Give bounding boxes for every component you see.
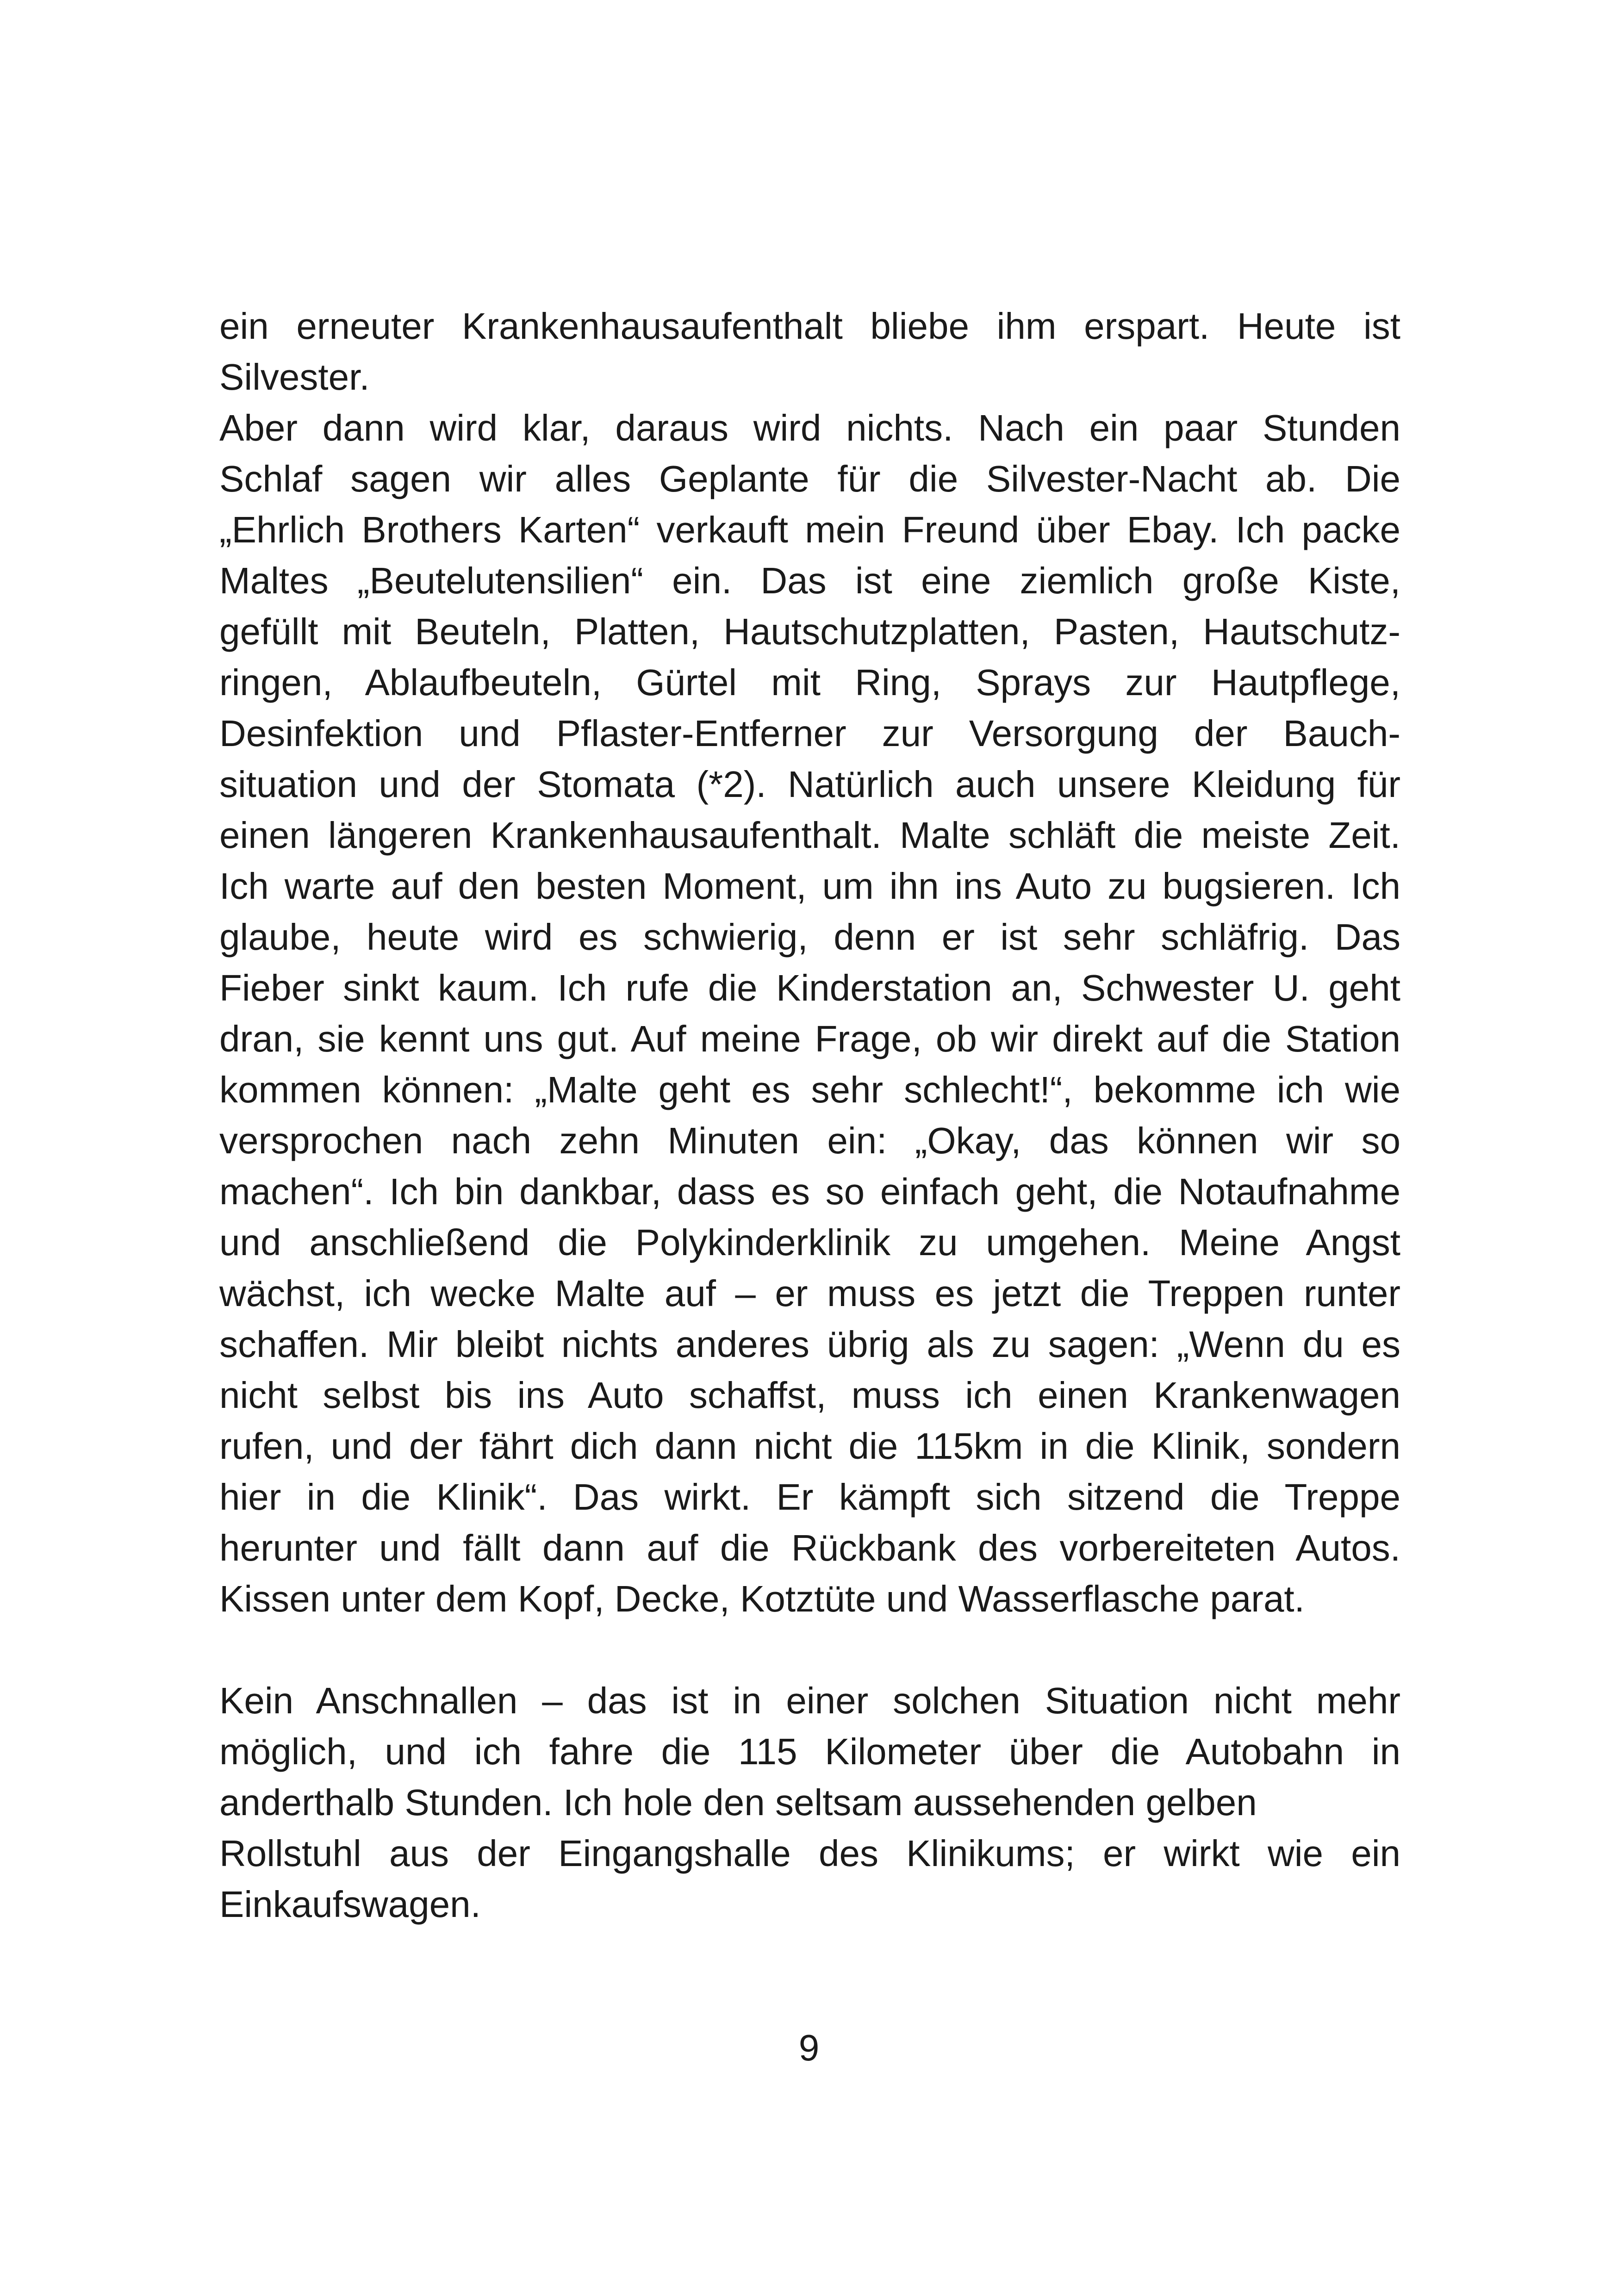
paragraph-gap [219,1624,1400,1675]
text-line: situation und der Stomata (*2). Natürlich auch unsere Kleidung für [219,764,1400,805]
text-line: wächst, ich wecke Malte auf – er muss es jetzt die Treppen runter [219,1273,1400,1314]
text-line: schaffen. Mir bleibt nichts anderes übrig als zu sagen: „Wenn du es [219,1324,1400,1365]
text-line: kommen können: „Malte geht es sehr schlecht!“, bekomme ich wie [219,1069,1400,1110]
text-line: und anschließend die Polykinderklinik zu umgehen. Meine Angst [219,1222,1400,1263]
text-line: hier in die Klinik“. Das wirkt. Er kämpft sich sitzend die Treppe [219,1476,1400,1518]
text-line: Einkaufswagen. [219,1884,481,1925]
page-number: 9 [798,2027,820,2068]
text-line: „Ehrlich Brothers Karten“ verkauft mein Freund über Ebay. Ich packe [219,509,1400,550]
text-line: möglich, und ich fahre die 115 Kilometer über die Autobahn in [219,1731,1400,1772]
text-line: einen längeren Krankenhausaufenthalt. Malte schläft die meiste Zeit. [219,815,1400,856]
text-line: anderthalb Stunden. Ich hole den seltsam aussehenden gelben [219,1782,1257,1823]
text-line: glaube, heute wird es schwierig, denn er ist sehr schläfrig. Das [219,916,1400,958]
text-line: Rollstuhl aus der Eingangshalle des Klinikums; er wirkt wie ein [219,1833,1400,1874]
text-line: Ich warte auf den besten Moment, um ihn ins Auto zu bugsieren. Ich [219,865,1400,907]
text-line: Silvester. [219,356,370,398]
text-line: herunter und fällt dann auf die Rückbank des vorbereiteten Autos. [219,1527,1400,1568]
text-line: machen“. Ich bin dankbar, dass es so einfach geht, die Notaufnahme [219,1171,1400,1212]
text-line: Schlaf sagen wir alles Geplante für die Silvester-Nacht ab. Die [219,458,1400,499]
text-line: Kein Anschnallen – das ist in einer solchen Situation nicht mehr [219,1680,1400,1721]
text-line: ein erneuter Krankenhausaufenthalt bliebe ihm erspart. Heute ist [219,305,1400,347]
text-line: Desinfektion und Pflaster-Entferner zur Versorgung der Bauch- [219,713,1400,754]
text-line: Fieber sinkt kaum. Ich rufe die Kinderstation an, Schwester U. geht [219,967,1400,1008]
body-text [219,301,1400,1930]
text-line: dran, sie kennt uns gut. Auf meine Frage, ob wir direkt auf die Station [219,1018,1400,1059]
text-line: Maltes „Beutelutensilien“ ein. Das ist eine ziemlich große Kiste, [219,560,1400,601]
text-line: rufen, und der fährt dich dann nicht die 115km in die Klinik, sondern [219,1425,1400,1467]
text-line: nicht selbst bis ins Auto schaffst, muss ich einen Krankenwagen [219,1375,1400,1416]
text-line: gefüllt mit Beuteln, Platten, Hautschutzplatten, Pasten, Hautschutz- [219,611,1400,652]
text-line: ringen, Ablaufbeuteln, Gürtel mit Ring, Sprays zur Hautpflege, [219,662,1400,703]
text-line: Aber dann wird klar, daraus wird nichts. Nach ein paar Stunden [219,407,1400,448]
text-line: Kissen unter dem Kopf, Decke, Kotztüte und Wasserflasche parat. [219,1578,1305,1619]
text-line: versprochen nach zehn Minuten ein: „Okay, das können wir so [219,1120,1400,1161]
